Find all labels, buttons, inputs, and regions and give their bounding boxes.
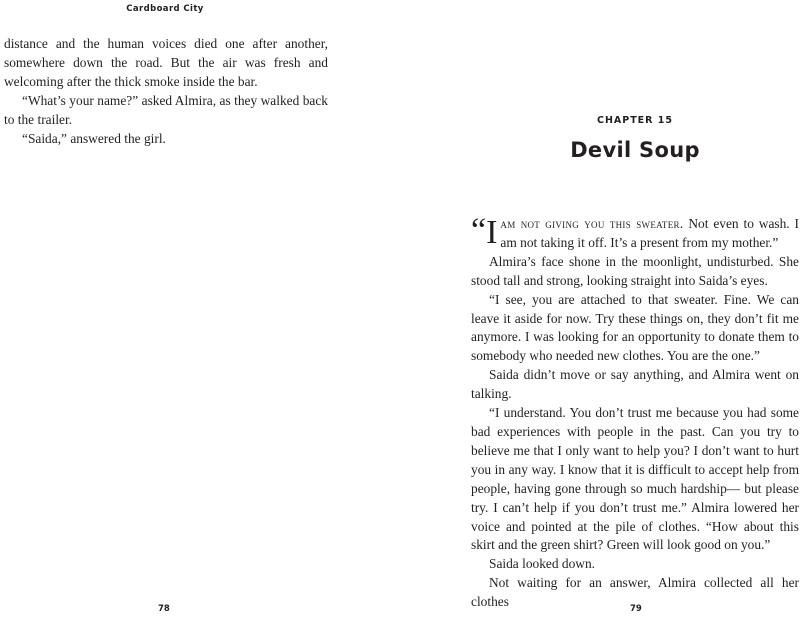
drop-cap: I (486, 214, 498, 251)
paragraph: “I see, you are attached to that sweater. Fine. We can leave it aside for now. Try these things on, they don’t fit me anymore. I was looking for an opportunity to donate them to somebody who needed new clothes. You are the one.” (471, 291, 799, 364)
paragraph: “I understand. You don’t trust me because you had some bad experiences with people in the past. Can you try to believe me that I only want to help you? I don’t want to hurt you in any way. I know that it is difficult to accept help from people, having gone through so much hardship— but please try. I can’t help if you don’t trust me.” Almira lowered her voice and pointed at the pile of clothes. “How about this skirt and the green shirt? Green will look good on you.” (471, 405, 799, 553)
paragraph: Saida looked down. (489, 556, 595, 572)
paragraph: distance and the human voices died one after another, somewhere down the road. But the air was fresh and welcoming after the thick smoke inside the bar. (4, 36, 328, 89)
left-page-text (4, 35, 328, 148)
paragraph: Saida didn’t move or say anything, and Almira went on talking. (471, 367, 799, 402)
paragraph: “What’s your name?” asked Almira, as they walked back to the trailer. (4, 92, 328, 127)
opening-quote-mark: “ (471, 212, 487, 249)
paragraph: “Saida,” answered the girl. (22, 130, 166, 146)
running-head: Cardboard City (126, 4, 204, 14)
paragraph: Not waiting for an answer, Almira collected all her clothes (471, 575, 799, 610)
opening-paragraph (471, 212, 799, 253)
chapter-label: CHAPTER 15 (596, 115, 674, 126)
paragraph: Almira’s face shone in the moonlight, undisturbed. She stood tall and strong, looking straight into Saida’s eyes. (471, 253, 799, 288)
opening-small-caps: am not giving you this sweater. (500, 216, 684, 231)
opening-rest: Not even to wash. I am not taking it off. It’s a present from my mother.” (500, 216, 799, 250)
chapter-title: Devil Soup (570, 138, 700, 162)
right-page-text (471, 212, 799, 612)
right-page (405, 0, 810, 617)
page-number: 78 (158, 604, 170, 614)
page-number: 79 (630, 604, 642, 614)
